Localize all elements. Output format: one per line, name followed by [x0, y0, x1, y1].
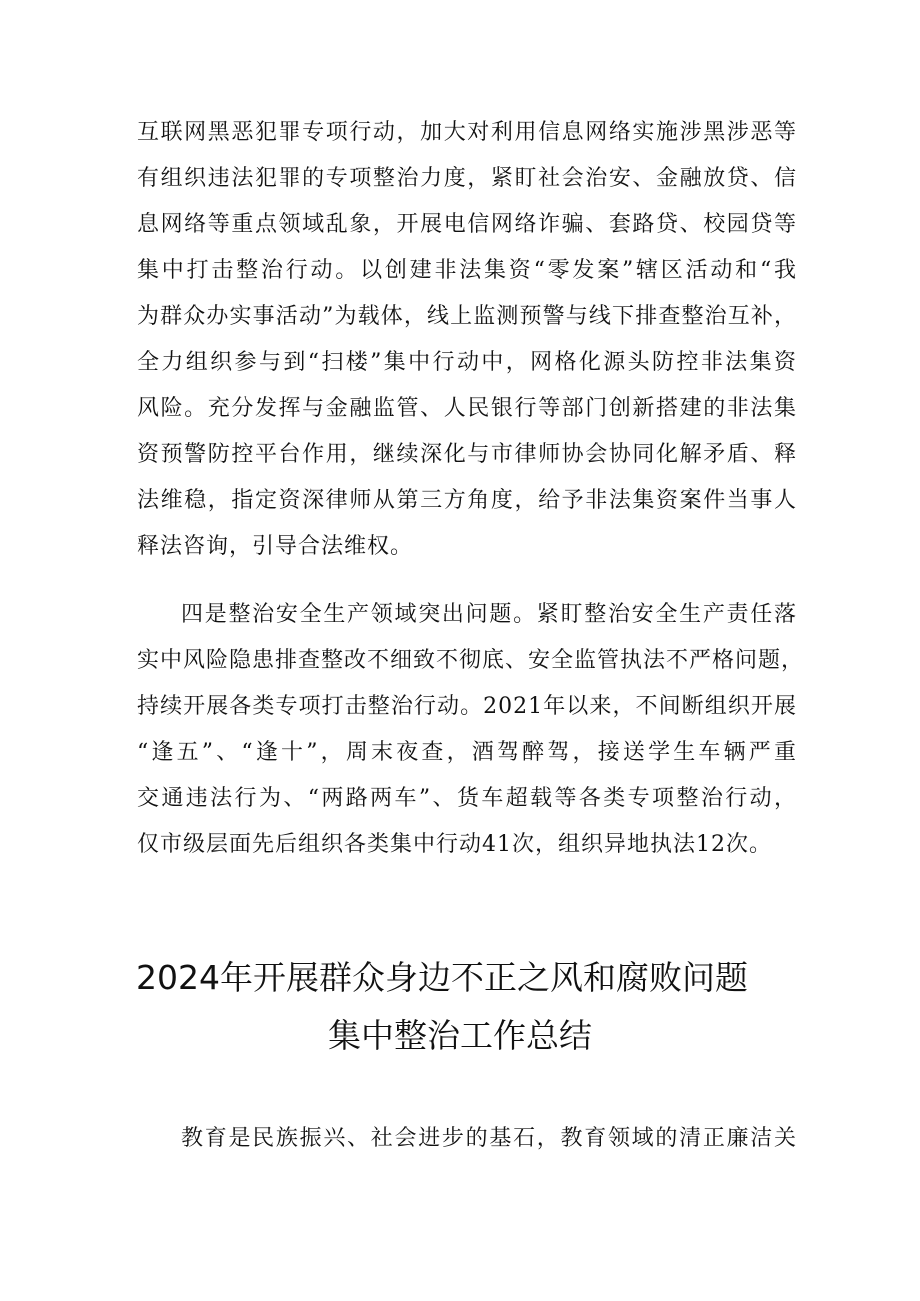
text-line: 息网络等重点领域乱象，开展电信网络诈骗、套路贷、校园贷等	[137, 212, 797, 237]
text-line: 集中打击整治行动。以创建非法集资“零发案”辖区活动和“我	[137, 258, 797, 283]
paragraph-continuation	[137, 110, 797, 570]
text-line: 风险。充分发挥与金融监管、人民银行等部门创新搭建的非法集	[137, 396, 797, 421]
text-line: 实中风险隐患排查整改不细致不彻底、安全监管执法不严格问题，	[137, 648, 805, 673]
document-title-line-1: 2024年开展群众身边不正之风和腐败问题	[136, 958, 748, 997]
document-title-line-2: 集中整治工作总结	[328, 1016, 592, 1055]
text-line: 为群众办实事活动”为载体，线上监测预警与线下排查整治互补，	[137, 304, 797, 329]
text-line: 持续开展各类专项打击整治行动。2021年以来，不间断组织开展	[137, 694, 797, 719]
text-line: 全力组织参与到“扫楼”集中行动中，网格化源头防控非法集资	[137, 350, 797, 375]
text-line: 释法咨询，引导合法维权。	[137, 534, 414, 559]
text-line: 四是整治安全生产领域突出问题。紧盯整治安全生产责任落	[181, 602, 797, 627]
text-line: 互联网黑恶犯罪专项行动，加大对利用信息网络实施涉黑涉恶等	[137, 120, 797, 145]
text-line: 资预警防控平台作用，继续深化与市律师协会协同化解矛盾、释	[137, 442, 797, 467]
text-line: 仅市级层面先后组织各类集中行动41次，组织异地执法12次。	[137, 832, 772, 857]
text-line: 有组织违法犯罪的专项整治力度，紧盯社会治安、金融放贷、信	[137, 166, 797, 191]
paragraph-safety-production	[137, 592, 805, 868]
text-line: 法维稳，指定资深律师从第三方角度，给予非法集资案件当事人	[137, 488, 797, 513]
text-line: 交通违法行为、“两路两车”、货车超载等各类专项整治行动，	[137, 786, 797, 811]
text-line: “逢五”、“逢十”，周末夜查，酒驾醉驾，接送学生车辆严重	[137, 740, 797, 765]
paragraph-education	[137, 1116, 797, 1162]
text-line: 教育是民族振兴、社会进步的基石，教育领域的清正廉洁关	[181, 1126, 797, 1151]
